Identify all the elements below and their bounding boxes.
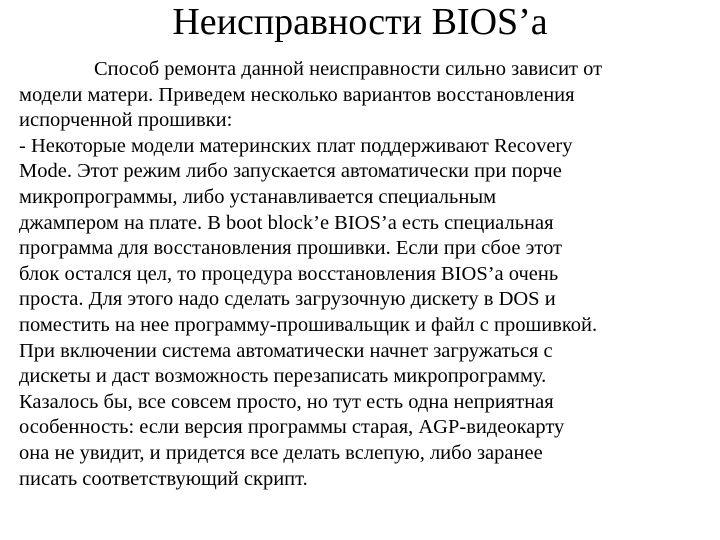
body-line: писать соответствующий скрипт. [19,467,308,490]
body-line: дискеты и даст возможность перезаписать микропрограмму. [19,365,547,388]
body-line: джампером на плате. В boot block’е BIOS’а есть специальная [19,211,554,234]
body-line: микропрограммы, либо устанавливается специальным [19,185,497,208]
body-line: она не увидит, и придется все делать вслепую, либо заранее [19,441,543,464]
body-line: испорченной прошивки: [19,109,233,132]
body-line: Mode. Этот режим либо запускается автоматически при порче [19,160,562,183]
body-line: блок остался цел, то процедура восстановления BIOS’а очень [19,262,559,285]
body-line: - Некоторые модели материнских плат поддерживают Recovery [19,134,573,157]
body-line: программа для восстановления прошивки. Если при сбое этот [19,237,563,260]
slide-body-text [19,57,719,492]
body-line: модели матери. Приведем несколько вариантов восстановления [19,83,575,106]
body-line: проста. Для этого надо сделать загрузочную дискету в DOS и [19,288,556,311]
body-line: особенность: если версия программы старая, AGP-видеокарту [19,416,565,439]
body-line: Способ ремонта данной неисправности сильно зависит от [94,58,603,80]
body-line: поместить на нее программу-прошивальщик и файл с прошивкой. [19,313,598,336]
body-line: Казалось бы, все совсем просто, но тут есть одна неприятная [19,390,554,413]
slide-title: Неисправности BIOS’а [172,1,548,43]
body-line: При включении система автоматически начнет загружаться с [19,339,553,362]
